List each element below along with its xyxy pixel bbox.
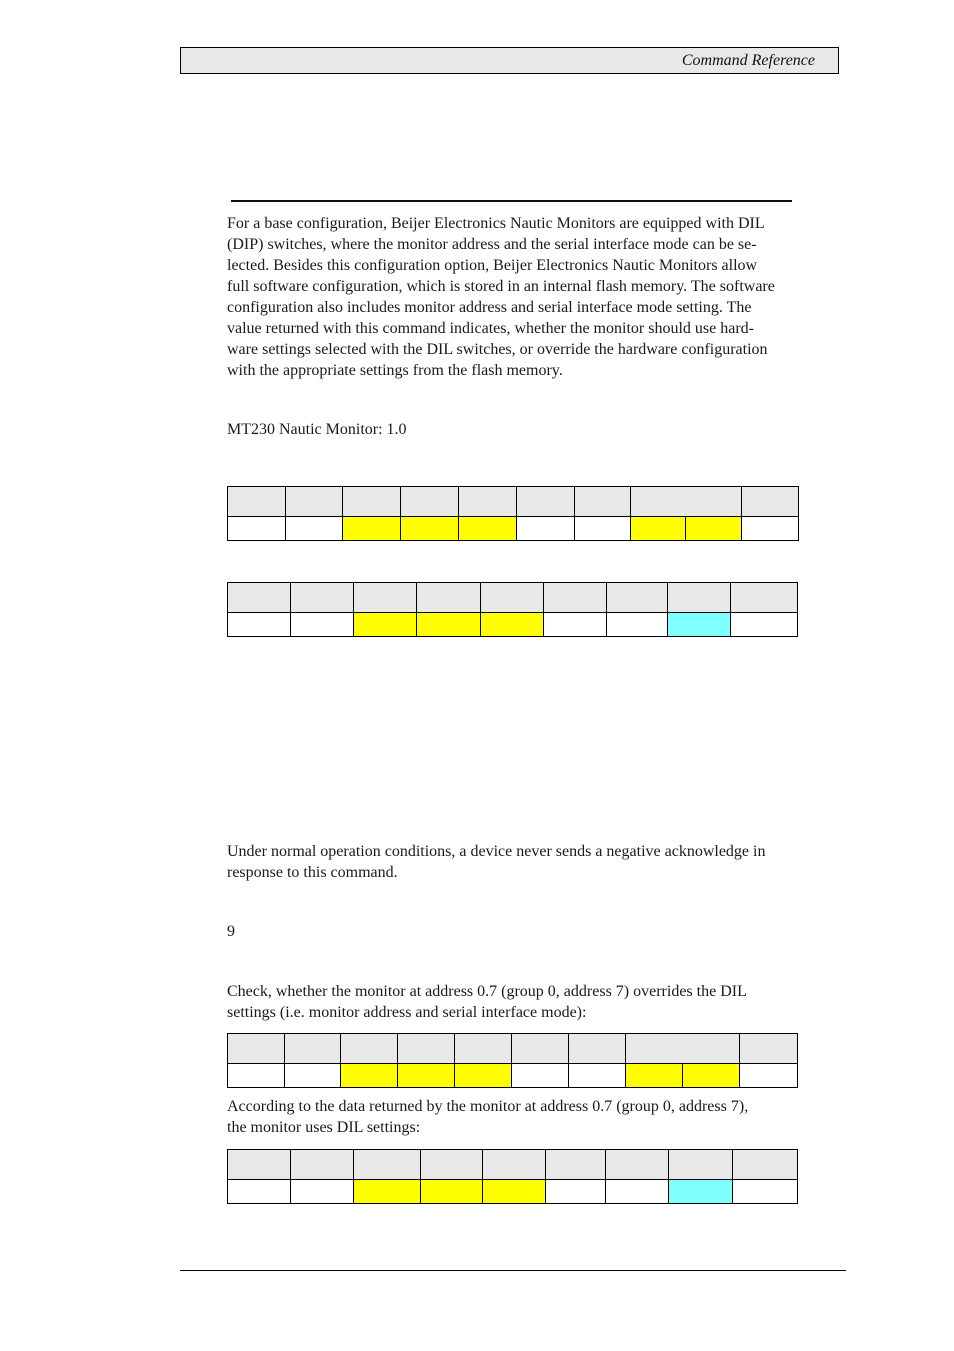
table-cell [483,1180,546,1204]
table-cell [669,1150,733,1180]
table-cell [733,1180,798,1204]
table-cell [401,487,459,517]
table-cell [354,1150,421,1180]
table-cell [481,583,544,613]
table-cell [341,1064,398,1088]
table-cell [417,613,481,637]
table-cell [228,1150,291,1180]
table-cell [354,1180,421,1204]
table-cell [607,613,668,637]
footer-divider [180,1270,846,1271]
table-cell [455,1064,512,1088]
table-cell [575,487,631,517]
table-cell [631,517,686,541]
table-cell [686,517,742,541]
example-result: According to the data returned by the monitor at address 0.7 (group 0, address 7), the monitor uses DIL settings: [227,1098,749,1136]
table-row [228,1150,798,1180]
table-cell [740,1064,798,1088]
table-cell [740,1034,798,1064]
table-cell [569,1064,626,1088]
table-cell [606,1180,669,1204]
table-cell [228,613,291,637]
table-cell [742,517,799,541]
table-cell [481,613,544,637]
table-cell [228,517,286,541]
table-cell [286,487,343,517]
table-cell [517,517,575,541]
command-frame-table [227,486,799,541]
table-cell [512,1064,569,1088]
response-frame-table [227,582,798,637]
example-intro: Check, whether the monitor at address 0.7 (group 0, address 7) overrides the DIL settings (i.e. monitor address and serial interface mode): [227,983,747,1021]
section-divider [231,200,792,202]
table-cell [228,1064,285,1088]
table-cell [544,583,607,613]
table-cell [546,1150,606,1180]
table-cell [285,1064,341,1088]
table-cell [417,583,481,613]
table-cell [546,1180,606,1204]
table-cell [483,1150,546,1180]
table-cell [569,1034,626,1064]
table-row [228,613,798,637]
table-cell [669,1180,733,1204]
table-cell [401,517,459,541]
table-cell [731,583,798,613]
table-cell [512,1034,569,1064]
table-cell [742,487,799,517]
table-row [228,487,799,517]
header-title: Command Reference [681,52,815,69]
table-row [228,517,799,541]
table-cell [421,1150,483,1180]
table-cell [341,1034,398,1064]
table-cell [575,517,631,541]
table-cell [291,613,354,637]
table-cell [731,613,798,637]
table-cell [517,487,575,517]
table-cell [606,1150,669,1180]
table-cell [421,1180,483,1204]
example-command-table [227,1033,798,1088]
page-header [180,47,839,74]
table-cell [343,487,401,517]
table-cell [285,1034,341,1064]
table-cell [398,1034,455,1064]
table-cell [398,1064,455,1088]
table-cell [683,1064,740,1088]
table-cell [291,1180,354,1204]
table-cell [228,487,286,517]
table-cell [343,517,401,541]
table-cell [354,583,417,613]
table-cell [607,583,668,613]
table-cell [354,613,417,637]
table-cell [626,1034,740,1064]
table-row [228,583,798,613]
description-paragraph: For a base configuration, Beijer Electronics Nautic Monitors are equipped with DIL (DIP) switches, where the monitor address and the serial interface mode can be se- lected. Besides this configuration option, Beijer Electronics Nautic Monitors allow full software configuration, which is stored in an internal flash memory. The software configuration also includes monitor address and serial interface mode setting. The value returned with this command indicates, whether the monitor should use hard- ware settings selected with the DIL switches, or override the hardware configuration with the appropriate settings from the flash memory. [227,215,775,379]
table-cell [459,487,517,517]
table-cell [228,583,291,613]
table-cell [455,1034,512,1064]
example-response-table [227,1149,798,1204]
table-cell [228,1180,291,1204]
table-row [228,1064,798,1088]
availability-text: MT230 Nautic Monitor: 1.0 [227,421,407,438]
table-cell [286,517,343,541]
table-cell [544,613,607,637]
command-number: 9 [227,923,235,940]
table-row [228,1180,798,1204]
table-cell [228,1034,285,1064]
table-cell [291,1150,354,1180]
table-cell [459,517,517,541]
table-cell [631,487,742,517]
nak-paragraph: Under normal operation conditions, a device never sends a negative acknowledge in response to this command. [227,843,766,881]
table-cell [668,583,731,613]
table-cell [291,583,354,613]
table-cell [733,1150,798,1180]
table-cell [626,1064,683,1088]
table-cell [668,613,731,637]
table-row [228,1034,798,1064]
